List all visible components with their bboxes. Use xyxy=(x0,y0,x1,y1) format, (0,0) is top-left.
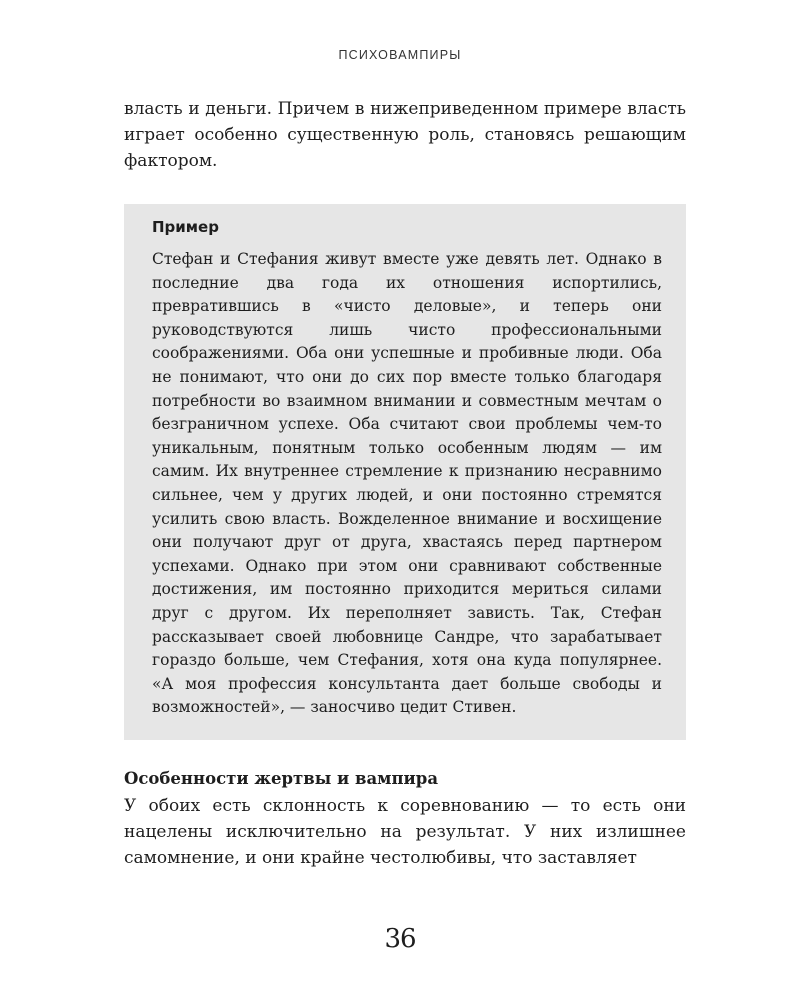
example-title: Пример xyxy=(152,218,219,236)
example-box xyxy=(124,204,686,740)
intro-paragraph: власть и деньги. Причем в нижеприведенном примере власть играет особенно существенную роль, становясь решающим фактором. xyxy=(124,99,686,171)
page-body xyxy=(124,96,686,871)
section-paragraph: У обоих есть склонность к соревнованию — то есть они нацелены исключительно на результат. У них излишнее самомнение, и они крайне честолюбивы, что заставляет xyxy=(124,795,686,868)
section-heading: Особенности жертвы и вампира xyxy=(124,768,439,788)
example-text: Стефан и Стефания живут вместе уже девять лет. Однако в последние два года их отношения испортились, превратившись в «чисто деловые», и теперь они руководствуются лишь чисто профессиональными соображениями. Оба они успешные и пробивные люди. Оба не понимают, что они до сих пор вместе только благодаря потребности во взаимном внимании и совместным мечтам о безграничном успехе. Оба считают свои проблемы чем-то уникальным, понятным только особенным людям — им самим. Их внутреннее стремление к признанию несравнимо сильнее, чем у других людей, и они постоянно стремятся усилить свою власть. Вожделенное внимание и восхищение они получают друг от друга, хвастаясь перед партнером успехами. Однако при этом они сравнивают собственные достижения, им постоянно приходится мериться силами друг с другом. Их переполняет зависть. Так, Стефан рассказывает своей любовнице Сандре, что зарабатывает гораздо больше, чем Стефания, хотя она куда популярнее. «А моя профессия консультанта дает больше свободы и возможностей», — заносчиво цедит Стивен. xyxy=(152,250,662,717)
page-number: 36 xyxy=(384,924,416,954)
running-head: ПСИХОВАМПИРЫ xyxy=(338,48,462,62)
